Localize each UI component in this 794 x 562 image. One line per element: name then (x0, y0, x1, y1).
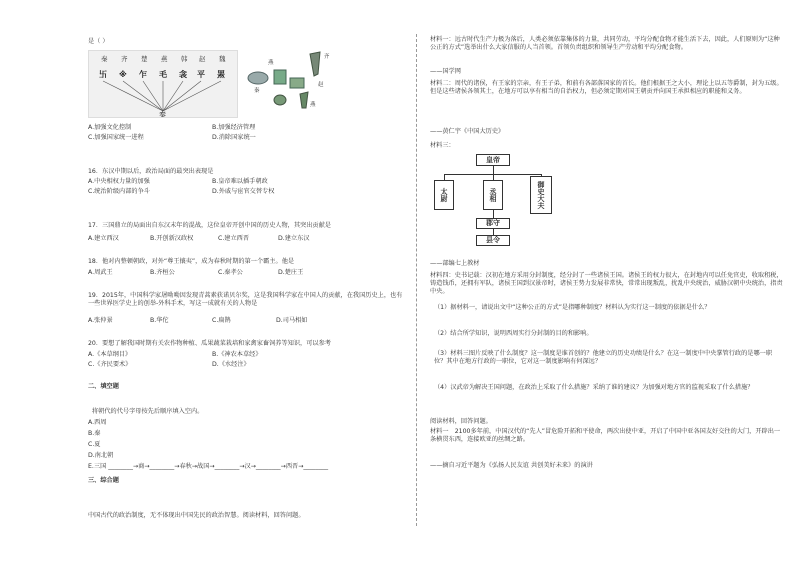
section-heading: 二、填空题 (88, 383, 119, 390)
option-b: B.开创新汉政权 (150, 235, 194, 242)
option-a: A.周武王 (88, 269, 113, 276)
spade-coin-icon (290, 78, 304, 88)
connector (493, 166, 494, 174)
coin-label: 燕 (268, 60, 274, 66)
option-b: B.齐桓公 (150, 269, 175, 276)
question-stem: 18．他对内整顿朝政，对外“尊王攘夷”，成为春秋时期的第一个霸主。他是 (88, 258, 295, 265)
sub-question-2: （2）结合所学知识，说明西周实行分封制的目的和影响。 (434, 330, 593, 337)
option-c: C.建立西晋 (218, 235, 250, 242)
option-a: A.加强文化控制 (88, 124, 132, 131)
coin-label: 赵 (318, 82, 324, 88)
option-b: B.加强经济管理 (212, 124, 256, 131)
chengxiang-box: 丞相 (483, 180, 503, 210)
ancient-glyph-icon: 罴 (217, 70, 225, 79)
states-figure (88, 50, 238, 118)
option-d: D.楚庄王 (278, 269, 304, 276)
xianling-box: 县令 (476, 235, 510, 246)
source-line: ——黄仁宇《中国大历史》 (430, 128, 505, 135)
option-c: C.统治阶级内部的争斗 (88, 188, 150, 195)
taiwei-box: 太尉 (434, 180, 454, 210)
section-heading: 三、综合题 (88, 477, 119, 484)
coins-diagram (240, 48, 340, 114)
yushi-box: 御史大夫 (530, 176, 552, 214)
material-two: 材料二：周代的诸侯，有王家的宗亲，有王子弟，和前有各部落国家的首长。他们根据王之大小，理论上以五等爵制，封为五级。但是这些诸侯各领其土，在地方可以享有相当的自治权力，但必须定期对国王朝贡并向国王承担相应的职能和义务。 (430, 80, 783, 95)
right-column (418, 0, 794, 562)
sub-question-3: （3）材料三图片反映了什么制度？这一制度是谁首创的？他建立的历史功绩是什么？在这一制度中中央掌管行政的是哪一职位？其中在地方行政的一职位，它对这一制度影响有何深远？ (434, 350, 773, 365)
option-d: D.司马相如 (276, 317, 308, 324)
option-d: D.建立东汉 (278, 235, 310, 242)
material-one: 材料一：远古时代生产力极为落后，人类必须依靠集体的力量，共同劳动，平均分配食物才能生活下去，因此，人们原则为“这种公正的方式”选举出什么大家信服的人当首领。首领负责组织和领导生产劳动和平均分配食物。 (430, 36, 780, 51)
comprehensive-intro: 中国古代的政治制度，无不体现出中国先民的政治智慧。阅读材料，回答问题。 (88, 512, 305, 519)
material-four: 材料四：史书记载：汉初在地方采用分封制度，经分封了一些诸侯王国。诸侯王的权力很大，在封地内可以任免官吏，收取租税，铸造钱币，还拥有军队，诸侯王国到汉景帝时，诸侯王势力发展非常快，常常出现叛乱，扰乱中央统治，威胁汉朝中央统治，指责中央。 (430, 272, 783, 295)
coin-label: 齐 (324, 54, 330, 60)
option-c: C.扁鹊 (212, 317, 231, 324)
source-line: ——摘自习近平题为《弘扬人民友谊 共创美好未来》的演讲 (430, 462, 593, 469)
junshou-box: 郡守 (476, 218, 510, 229)
ancient-glyph-icon: 卐 (99, 70, 107, 79)
option-a: A.《本草纲目》 (88, 351, 132, 358)
ancient-glyph-icon: 平 (197, 70, 205, 79)
ancient-glyph-icon: 衾 (179, 70, 187, 79)
state-label: 齐 (121, 55, 128, 63)
option-c: C.加强国家统一进程 (88, 134, 144, 141)
source-line: ——国学网 (430, 68, 461, 75)
option-c: C.秦孝公 (218, 269, 243, 276)
option-a: A.张仲景 (88, 317, 113, 324)
option-b: B.皇帝难以插手朝政 (212, 178, 268, 185)
sub-question-4: （4）汉武帝为解决王国问题，在政治上采取了什么措施？采纳了谁的建议？为加强对地方官的监视采取了什么措施？ (434, 384, 754, 391)
state-label: 赵 (199, 55, 206, 63)
fill-option: A.西周 (88, 419, 107, 426)
question-head: 是（ ） (88, 38, 109, 45)
qin-government-diagram (430, 152, 550, 248)
round-coin-icon (274, 95, 286, 105)
ancient-glyph-icon: 乍 (139, 70, 147, 79)
coins-figure (240, 48, 340, 114)
coin-label: 秦 (254, 88, 260, 94)
option-c: C.《齐民要术》 (88, 361, 132, 368)
option-b: B.华佗 (150, 317, 169, 324)
coin-label: 燕 (310, 102, 316, 108)
option-d: D.消除国家统一 (212, 134, 256, 141)
state-label: 楚 (141, 55, 148, 63)
unified-glyph-icon: 秦 (159, 111, 166, 117)
fill-option: D.南北朝 (88, 452, 114, 459)
states-script-diagram (89, 51, 237, 117)
material-three-label: 材料三： (430, 142, 455, 149)
question-stem: 19．2015年，中国科学家屠呦呦因发现青蒿素获诺贝尔奖，这是我国科学家在中国人的贡献，在我国历史上，也有一些世界医学史上的创举-外科手术，写这一成就有关的人物是 (88, 292, 403, 307)
round-coin-icon (248, 72, 268, 84)
option-a: A.建立西汉 (88, 235, 119, 242)
reading-instruction: 阅读材料，回答问题。 (430, 418, 492, 425)
ancient-glyph-icon: 毛 (159, 70, 167, 79)
emperor-box: 皇帝 (476, 154, 510, 166)
option-b: B.《神农本草经》 (212, 351, 262, 358)
question-stem: 17．三国鼎立的局面出自东汉末年的混战，这位皇帝开创中国的历史人物，其突出贡献是 (88, 222, 331, 229)
source-line: ——部编七上教材 (430, 260, 480, 267)
option-d: D.《水经注》 (212, 361, 250, 368)
state-label: 韩 (181, 55, 188, 63)
question-stem: 16．东汉中期以后，政治局面的最突出表现是 (88, 168, 214, 175)
fill-option: B.秦 (88, 430, 101, 437)
sub-question-1: （1）据材料一，请说出文中“这种公正的方式”是指哪种制度？材料认为实行这一制度的依据是什么？ (434, 304, 711, 311)
option-a: A.中央相权力量的加强 (88, 178, 150, 185)
connector (493, 210, 494, 218)
ancient-glyph-icon: ※ (119, 70, 127, 79)
fill-option: C.夏 (88, 441, 101, 448)
fill-blank-line[interactable]: E.三国 ________→商→________→春秋→战国→________→汉→________→西晋→________ (88, 463, 329, 470)
option-d: D.外戚与宦官交替专权 (212, 188, 275, 195)
state-label: 秦 (101, 55, 108, 63)
spade-coin-icon (274, 70, 286, 84)
state-label: 魏 (219, 55, 226, 63)
question-stem: 20．要想了解我国时期有关农作物种植、瓜果蔬菜栽培和家禽家畜饲养等知识，可以参考 (88, 340, 331, 347)
knife-coin-icon (300, 92, 308, 108)
material-five: 材料一 2100多年前，中国汉代的“先人”冒危险开拓和平使命，两次出使中亚，开启了中国中亚各国友好交往的大门，开辟出一条横贯东西，连接欧亚的丝绸之路。 (430, 428, 781, 443)
knife-coin-icon (310, 52, 320, 76)
fill-instruction: 将朝代的代号字母按先后顺序填入空内。 (92, 408, 204, 415)
state-label: 燕 (161, 55, 168, 63)
